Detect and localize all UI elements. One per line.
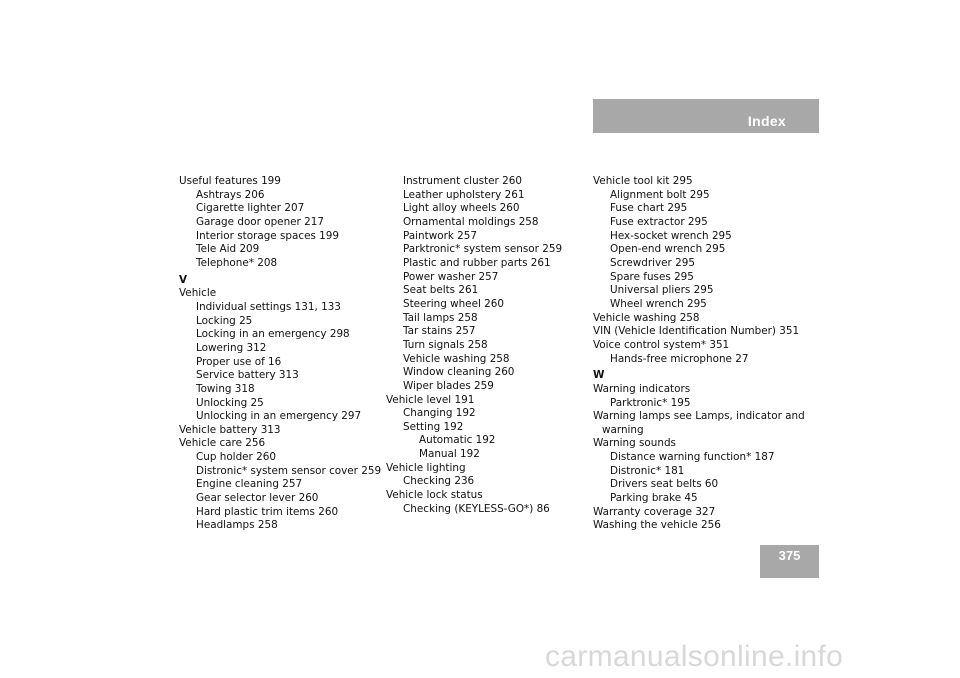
index-subentry: Changing 192 <box>403 407 476 420</box>
index-entry: Vehicle battery 313 <box>179 423 281 436</box>
index-subentry: Window cleaning 260 <box>403 366 515 379</box>
index-entry: Washing the vehicle 256 <box>593 519 721 532</box>
index-entry: Voice control system* 351 <box>593 338 730 351</box>
index-subentry: Gear selector lever 260 <box>196 492 319 505</box>
index-subentry: Turn signals 258 <box>403 338 488 351</box>
index-subentry: Spare fuses 295 <box>610 270 694 283</box>
index-subentry: Fuse chart 295 <box>610 202 688 215</box>
index-entry: Useful features 199 <box>179 175 281 187</box>
index-subentry: Light alloy wheels 260 <box>403 202 520 215</box>
index-subentry: Locking 25 <box>196 314 253 327</box>
index-column-2 <box>386 175 591 516</box>
index-subentry: Garage door opener 217 <box>196 215 324 228</box>
index-subentry: Cigarette lighter 207 <box>196 202 305 215</box>
index-subentry: Headlamps 258 <box>196 519 278 532</box>
index-entry: Vehicle lighting <box>386 461 466 474</box>
index-subsubentry: Automatic 192 <box>419 434 496 447</box>
index-entry: Warning lamps see Lamps, indicator and <box>593 410 805 423</box>
index-subentry: Distance warning function* 187 <box>610 451 775 464</box>
index-subentry: Drivers seat belts 60 <box>610 478 719 491</box>
index-entry: Warning indicators <box>593 382 691 395</box>
page-number: 375 <box>778 548 801 563</box>
index-entry: Warranty coverage 327 <box>593 505 716 518</box>
index-subentry: Telephone* 208 <box>196 256 278 269</box>
index-subentry: Tele Aid 209 <box>196 243 260 256</box>
index-subentry: Individual settings 131, 133 <box>196 300 341 313</box>
index-subentry: Alignment bolt 295 <box>610 188 710 201</box>
index-subentry: Checking 236 <box>403 475 475 488</box>
index-entry: Warning sounds <box>593 437 676 450</box>
index-subentry: Screwdriver 295 <box>610 256 695 269</box>
index-subentry: Checking (KEYLESS-GO*) 86 <box>403 502 550 515</box>
index-subentry: Locking in an emergency 298 <box>196 328 350 341</box>
index-subentry: Service battery 313 <box>196 369 299 382</box>
index-entry: Vehicle care 256 <box>179 437 266 450</box>
index-entry: Vehicle level 191 <box>386 393 475 406</box>
index-entry: Vehicle <box>179 287 217 300</box>
index-subentry: Open-end wrench 295 <box>610 243 726 256</box>
index-subentry: Interior storage spaces 199 <box>196 229 340 242</box>
index-letter-heading: V <box>179 273 188 286</box>
index-subentry: Universal pliers 295 <box>610 284 714 297</box>
index-subentry: Steering wheel 260 <box>403 297 504 310</box>
index-entry: Vehicle lock status <box>386 489 483 502</box>
index-subentry: Setting 192 <box>403 420 464 433</box>
index-subentry: Wheel wrench 295 <box>610 297 707 310</box>
index-subentry: Towing 318 <box>196 382 255 395</box>
index-subentry: Cup holder 260 <box>196 451 276 464</box>
index-subentry: Distronic* system sensor cover 259 <box>196 464 382 477</box>
index-subentry: Parktronic* system sensor 259 <box>403 243 563 256</box>
index-subentry: Fuse extractor 295 <box>610 215 708 228</box>
index-subentry: Engine cleaning 257 <box>196 478 303 491</box>
index-subentry: Hard plastic trim items 260 <box>196 505 339 518</box>
index-subentry: Unlocking in an emergency 297 <box>196 410 362 423</box>
index-subentry: Power washer 257 <box>403 270 499 283</box>
index-column-1 <box>179 175 384 533</box>
index-subentry: Tail lamps 258 <box>403 311 478 324</box>
section-title: Index <box>747 113 786 129</box>
index-column-3 <box>593 175 819 533</box>
index-subentry: Lowering 312 <box>196 341 267 354</box>
page-number-box <box>760 545 819 578</box>
section-header-bar <box>593 99 819 133</box>
index-subentry: Leather upholstery 261 <box>403 188 525 201</box>
index-subentry: Unlocking 25 <box>196 396 264 409</box>
index-subentry: Proper use of 16 <box>196 355 282 368</box>
index-subentry: Wiper blades 259 <box>403 379 494 392</box>
index-subentry: Plastic and rubber parts 261 <box>403 256 551 269</box>
index-entry: VIN (Vehicle Identification Number) 351 <box>593 325 800 338</box>
index-subentry: Tar stains 257 <box>403 325 476 338</box>
index-subentry: Parktronic* 195 <box>610 396 691 409</box>
index-entry: Vehicle tool kit 295 <box>593 175 693 187</box>
index-entry: Vehicle washing 258 <box>593 311 700 324</box>
index-subentry: Seat belts 261 <box>403 284 479 297</box>
index-entry-continuation: warning <box>602 423 644 436</box>
index-subentry: Vehicle washing 258 <box>403 352 510 365</box>
index-subentry: Paintwork 257 <box>403 229 477 242</box>
index-subentry: Distronic* 181 <box>610 464 685 477</box>
index-subentry: Hex-socket wrench 295 <box>610 229 732 242</box>
index-subsubentry: Manual 192 <box>419 448 480 461</box>
index-subentry: Instrument cluster 260 <box>403 175 522 187</box>
index-subentry: Ornamental moldings 258 <box>403 215 539 228</box>
index-subentry: Hands-free microphone 27 <box>610 352 749 365</box>
watermark-text: carmanualsonline.info <box>545 640 844 673</box>
index-subentry: Parking brake 45 <box>610 492 698 505</box>
index-subentry: Ashtrays 206 <box>196 188 265 201</box>
index-letter-heading: W <box>593 369 605 382</box>
